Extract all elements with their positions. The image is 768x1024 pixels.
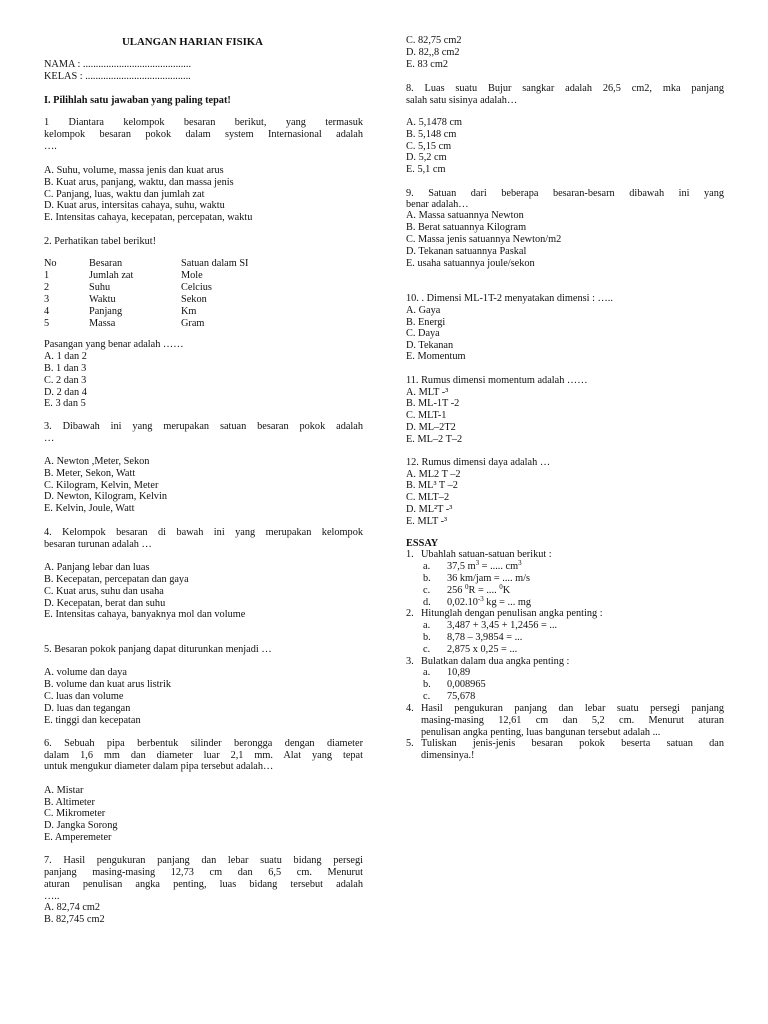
item-sup: 3 [518, 559, 522, 567]
option-d: D. luas dan tegangan [44, 703, 131, 714]
essay-item: 3,487 + 3,45 + 1,2456 = ... [447, 620, 558, 631]
essay-text: Tuliskan jenis-jenis besaran pokok beserta satuan dan [421, 738, 724, 749]
essay-item: 0,008965 [447, 679, 486, 690]
option-d: D. Kuat arus, intersitas cahaya, suhu, waktu [44, 200, 225, 211]
question-text: 10. . Dimensi ML-1T-2 menyatakan dimensi : ….. [406, 293, 613, 304]
option-b: B. ML-1T -2 [406, 398, 460, 409]
essay-text: Bulatkan dalam dua angka penting : [421, 656, 570, 667]
table-row [44, 306, 344, 318]
question-text: untuk mengukur diameter dalam pipa tersebut adalah… [44, 761, 274, 772]
essay-number: 1. [406, 549, 414, 560]
essay-item-label: b. [423, 632, 431, 643]
table-cell: 1 [44, 270, 50, 281]
option-c: C. MLT-1 [406, 410, 447, 421]
section-heading: I. Pilihlah satu jawaban yang paling tepat! [44, 95, 231, 106]
units-table [44, 258, 344, 330]
option-b: B. Kuat arus, panjang, waktu, dan massa jenis [44, 177, 234, 188]
question-text: besaran turunan adalah … [44, 539, 152, 550]
question-text: 2. Perhatikan tabel berikut! [44, 236, 157, 247]
table-header-cell: No [44, 258, 57, 269]
option-e: E. 83 cm2 [406, 59, 449, 70]
question-text: 7. Hasil pengukuran panjang dan lebar suatu bidang persegi [44, 855, 363, 866]
table-header-cell: Satuan dalam SI [181, 258, 249, 269]
option-b: B. 82,745 cm2 [44, 914, 105, 925]
table-row [44, 294, 344, 306]
item-text: 37,5 m [447, 561, 476, 572]
question-text: 1 Diantara kelompok besaran berikut, yang termasuk [44, 117, 363, 128]
table-cell: Celcius [181, 282, 212, 293]
page-title: ULANGAN HARIAN FISIKA [122, 36, 263, 48]
option-a: A. Newton ,Meter, Sekon [44, 456, 150, 467]
question-text: 9. Satuan dari beberapa besaran-besarn dibawah ini yang [406, 188, 724, 199]
option-a: A. Panjang lebar dan luas [44, 562, 150, 573]
essay-item-label: b. [423, 573, 431, 584]
question-text: salah satu sisinya adalah… [406, 95, 518, 106]
option-a: A. Gaya [406, 305, 441, 316]
question-text: … [44, 433, 55, 444]
question-prompt: Pasangan yang benar adalah …… [44, 339, 184, 350]
table-cell: 2 [44, 282, 50, 293]
option-e: E. tinggi dan kecepatan [44, 715, 141, 726]
option-c: C. Kuat arus, suhu dan usaha [44, 586, 164, 597]
item-sup: 0 [465, 583, 469, 591]
option-c: C. Daya [406, 328, 440, 339]
essay-item-label: a. [423, 561, 431, 572]
option-a: A. 1 dan 2 [44, 351, 87, 362]
essay-item-label: c. [423, 585, 431, 596]
option-e: E. MLT -³ [406, 516, 448, 527]
question-text: 4. Kelompok besaran di bawah ini yang merupakan kelompok [44, 527, 363, 538]
option-b: B. Meter, Sekon, Watt [44, 468, 136, 479]
option-b: B. Altimeter [44, 797, 95, 808]
option-e: E. usaha satuannya joule/sekon [406, 258, 535, 269]
option-a: A. Massa satuannya Newton [406, 210, 524, 221]
essay-text: Ubahlah satuan-satuan berikut : [421, 549, 552, 560]
option-a: A. Suhu, volume, massa jenis dan kuat arus [44, 165, 224, 176]
question-text: panjang masing-masing 12,73 cm dan 6,5 cm. Menurut [44, 867, 363, 878]
option-e: E. ML–2 T–2 [406, 434, 463, 445]
essay-number: 5. [406, 738, 414, 749]
table-cell: 5 [44, 318, 50, 329]
option-b: B. Energi [406, 317, 446, 328]
option-d: D. ML²T -³ [406, 504, 453, 515]
essay-item [447, 597, 531, 608]
essay-number: 2. [406, 608, 414, 619]
question-text: ….. [44, 891, 60, 902]
option-d: D. Newton, Kilogram, Kelvin [44, 491, 167, 502]
table-cell: Waktu [89, 294, 116, 305]
item-text: kg = ... mg [483, 597, 532, 608]
question-text: 5. Besaran pokok panjang dapat diturunkan menjadi … [44, 644, 272, 655]
option-c: C. Mikrometer [44, 808, 106, 819]
essay-number: 4. [406, 703, 414, 714]
option-c: C. 2 dan 3 [44, 375, 87, 386]
nama-field: NAMA : .......................................... [44, 59, 192, 70]
essay-item [447, 561, 522, 572]
option-c: C. 5,15 cm [406, 141, 452, 152]
table-cell: Massa [89, 318, 116, 329]
option-a: A. volume dan daya [44, 667, 127, 678]
option-e: E. Amperemeter [44, 832, 112, 843]
option-e: E. Kelvin, Joule, Watt [44, 503, 135, 514]
option-e: E. 3 dan 5 [44, 398, 86, 409]
essay-heading: ESSAY [406, 538, 439, 549]
option-d: D. ML–2T2 [406, 422, 456, 433]
question-text: 8. Luas suatu Bujur sangkar adalah 26,5 cm2, mka panjang [406, 83, 724, 94]
essay-item-label: a. [423, 667, 431, 678]
essay-item: 2,875 x 0,25 = ... [447, 644, 518, 655]
option-d: D. 82,,8 cm2 [406, 47, 460, 58]
table-row [44, 282, 344, 294]
essay-number: 3. [406, 656, 414, 667]
option-a: A. Mistar [44, 785, 84, 796]
item-text: 0,02.10 [447, 597, 478, 608]
option-d: D. Tekanan satuannya Paskal [406, 246, 527, 257]
essay-item-label: c. [423, 644, 431, 655]
table-cell: Sekon [181, 294, 207, 305]
essay-item: 36 km/jam = .... m/s [447, 573, 531, 584]
option-a: A. ML2 T –2 [406, 469, 461, 480]
table-row [44, 318, 344, 330]
essay-text: penulisan angka penting, luas bangunan tersebut adalah ... [421, 727, 661, 738]
essay-item: 8,78 – 3,9854 = ... [447, 632, 523, 643]
essay-text: dimensinya.! [421, 750, 475, 761]
option-b: B. 1 dan 3 [44, 363, 87, 374]
table-cell: Panjang [89, 306, 123, 317]
table-cell: Jumlah zat [89, 270, 134, 281]
question-text: dalam 1,6 mm dan diameter luar 2,1 mm. Alat yang tepat [44, 750, 363, 761]
option-a: A. MLT -³ [406, 387, 449, 398]
option-c: C. Massa jenis satuannya Newton/m2 [406, 234, 562, 245]
essay-item: 75,678 [447, 691, 476, 702]
essay-text: Hasil pengukuran panjang dan lebar suatu persegi panjang [421, 703, 724, 714]
item-sup: 0 [499, 583, 503, 591]
option-d: D. Kecepatan, berat dan suhu [44, 598, 166, 609]
option-e: E. Intensitas cahaya, kecepatan, percepatan, waktu [44, 212, 253, 223]
table-cell: 4 [44, 306, 50, 317]
option-a: A. 5,1478 cm [406, 117, 463, 128]
option-c: C. MLT–2 [406, 492, 450, 503]
question-text: 3. Dibawah ini yang merupakan satuan besaran pokok adalah [44, 421, 363, 432]
question-text: benar adalah… [406, 199, 469, 210]
option-b: B. Berat satuannya Kilogram [406, 222, 527, 233]
option-b: B. Kecepatan, percepatan dan gaya [44, 574, 189, 585]
kelas-field: KELAS : ......................................... [44, 71, 191, 82]
table-header-cell: Besaran [89, 258, 123, 269]
option-e: E. 5,1 cm [406, 164, 446, 175]
option-e: E. Momentum [406, 351, 466, 362]
option-a: A. 82,74 cm2 [44, 902, 101, 913]
essay-item-label: d. [423, 597, 431, 608]
essay-item: 10,89 [447, 667, 471, 678]
question-text: 11. Rumus dimensi momentum adalah …… [406, 375, 588, 386]
question-text: 12. Rumus dimensi daya adalah … [406, 457, 551, 468]
question-text: aturan penulisan angka penting, luas bidang tersebut adalah [44, 879, 363, 890]
option-c: C. Kilogram, Kelvin, Meter [44, 480, 159, 491]
table-cell: Mole [181, 270, 203, 281]
table-cell: 3 [44, 294, 50, 305]
table-header-row [44, 258, 344, 270]
essay-item-label: a. [423, 620, 431, 631]
essay-text: Hitunglah dengan penulisan angka penting : [421, 608, 603, 619]
essay-text: masing-masing 12,61 cm dan 5,2 cm. Menurut aturan [421, 715, 724, 726]
option-b: B. ML³ T –2 [406, 480, 458, 491]
option-c: C. 82,75 cm2 [406, 35, 462, 46]
item-text: = ..... cm [479, 561, 519, 572]
option-b: B. volume dan kuat arus listrik [44, 679, 171, 690]
item-sup: -3 [477, 595, 484, 603]
item-text: K [502, 585, 511, 596]
item-text: 256 [447, 585, 466, 596]
essay-item-label: b. [423, 679, 431, 690]
option-e: E. Intensitas cahaya, banyaknya mol dan volume [44, 609, 246, 620]
question-text: …. [44, 141, 57, 152]
essay-item-label: c. [423, 691, 431, 702]
option-b: B. 5,148 cm [406, 129, 457, 140]
question-text: kelompok besaran pokok dalam system Internasional adalah [44, 129, 363, 140]
table-row [44, 270, 344, 282]
table-cell: Suhu [89, 282, 111, 293]
table-cell: Km [181, 306, 197, 317]
option-d: D. 2 dan 4 [44, 387, 87, 398]
question-text: 6. Sebuah pipa berbentuk silinder berongga dengan diameter [44, 738, 363, 749]
option-d: D. 5,2 cm [406, 152, 447, 163]
option-d: D. Tekanan [406, 340, 454, 351]
option-c: C. Panjang, luas, waktu dan jumlah zat [44, 189, 205, 200]
table-cell: Gram [181, 318, 205, 329]
option-c: C. luas dan volume [44, 691, 124, 702]
option-d: D. Jangka Sorong [44, 820, 118, 831]
item-text: R = .... [468, 585, 500, 596]
item-sup: 3 [475, 559, 480, 567]
